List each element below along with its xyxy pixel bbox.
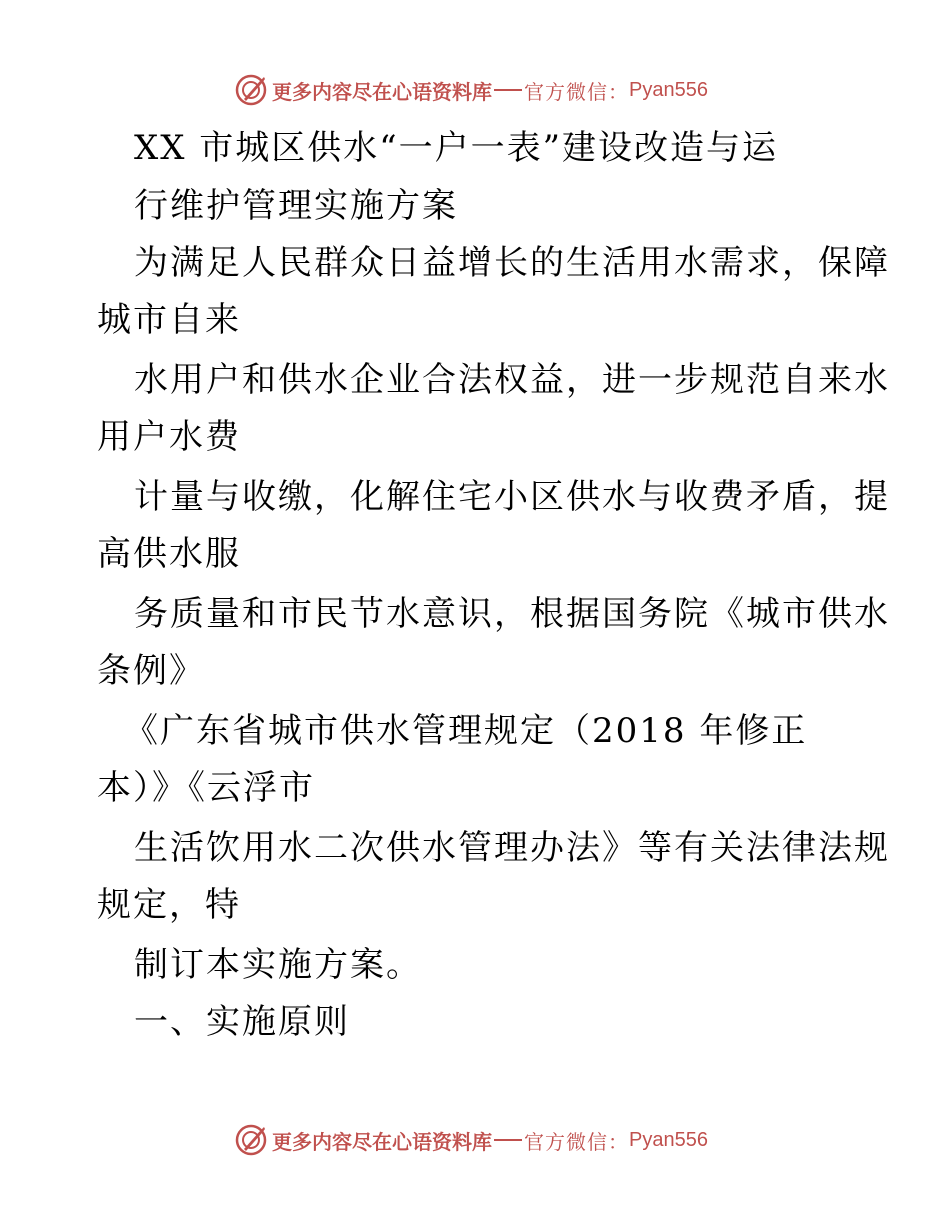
paragraph-line: 规定，特 [97,885,241,925]
paragraph-line: 水用户和供水企业合法权益，进一步规范自来水 [134,360,890,400]
watermark-brand-text: 更多内容尽在心语资料库 [272,79,492,104]
section-heading: 一、实施原则 [134,1002,350,1042]
paragraph-line: 城市自来 [97,300,241,340]
paragraph-line: 用户水费 [97,417,241,457]
watermark-label: 官方微信： [524,1129,629,1154]
paragraph-line: 条例》 [97,651,205,691]
brand-logo-icon [234,1123,268,1157]
watermark-wechat-id: Pyan556 [629,1128,708,1151]
document-title-line-1: XX 市城区供水“一户一表”建设改造与运 [134,128,778,168]
watermark-label: 官方微信： [524,79,629,104]
brand-logo-icon [234,73,268,107]
footer-watermark [234,1122,708,1158]
watermark-wechat-id: Pyan556 [629,78,708,101]
paragraph-line: 生活饮用水二次供水管理办法》等有关法律法规 [134,828,890,868]
paragraph-line: 高供水服 [97,534,241,574]
watermark-dash [494,1139,522,1141]
watermark-dash [494,89,522,91]
paragraph-line: 为满足人民群众日益增长的生活用水需求，保障 [134,243,890,283]
paragraph-line: 《广东省城市供水管理规定（2018 年修正 [124,711,808,751]
header-watermark [234,72,708,108]
paragraph-line: 计量与收缴，化解住宅小区供水与收费矛盾，提 [134,477,890,517]
watermark-brand-text: 更多内容尽在心语资料库 [272,1129,492,1154]
paragraph-line: 制订本实施方案。 [134,945,422,985]
paragraph-line: 务质量和市民节水意识，根据国务院《城市供水 [134,594,890,634]
document-title-line-2: 行维护管理实施方案 [134,186,458,226]
paragraph-line: 本）》《云浮市 [97,768,315,808]
